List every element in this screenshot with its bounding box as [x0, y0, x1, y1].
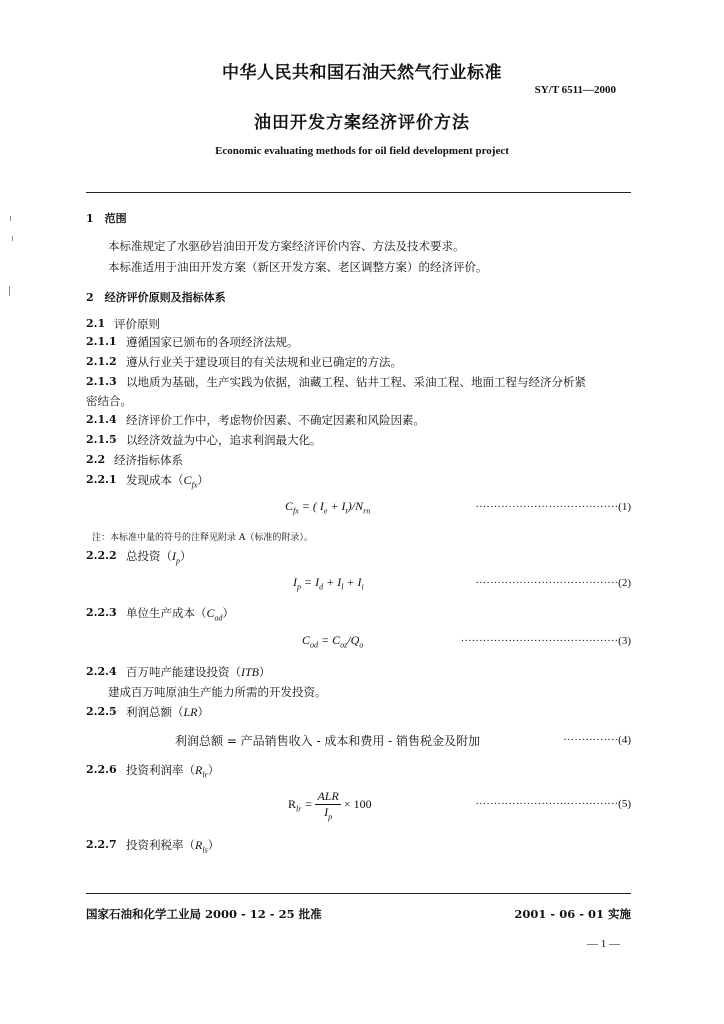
scan-mark	[10, 216, 11, 221]
clause-number: 2.2.3	[86, 606, 117, 619]
scan-mark	[12, 236, 13, 241]
section-1-heading: 1 范围	[86, 212, 127, 225]
clause-number: 2.2.5	[86, 705, 117, 718]
equation-3: $C_{od} = C_{oz}/Q_o$	[302, 633, 364, 650]
implementation-date: 2001 - 06 - 01 实施	[514, 907, 631, 921]
clause-text: 遵从行业关于建设项目的有关法规和业已确定的方法。	[126, 355, 402, 369]
header-divider	[86, 192, 631, 193]
section-2-heading: 2 经济评价原则及指标体系	[86, 291, 226, 304]
document-title-en: Economic evaluating methods for oil field development project	[215, 145, 509, 157]
page-number: — 1 —	[587, 938, 620, 950]
clause-number: 2.1.3	[86, 375, 117, 388]
clause-text: 遵循国家已颁布的各项经济法规。	[126, 335, 299, 349]
approval-line: 国家石油和化学工业局 2000 - 12 - 25 批准	[86, 907, 322, 921]
clause-number: 2.2.6	[86, 763, 117, 776]
equation-number: ···············(4)	[563, 734, 631, 746]
scan-mark	[9, 286, 10, 296]
footnote: 注：本标准中量的符号的注释见附录 A（标准的附录）。	[92, 533, 313, 543]
clause-text: 以经济效益为中心，追求利润最大化。	[126, 433, 322, 447]
document-title-cn: 油田开发方案经济评价方法	[254, 113, 470, 133]
clause-number: 2.1.2	[86, 355, 117, 368]
clause-number: 2.1.1	[86, 335, 117, 348]
clause-text: 单位生产成本$(C_{od})$	[126, 606, 235, 623]
standard-code: SY/T 6511—2000	[534, 84, 616, 96]
equation-4: 利润总额 = 产品销售收入 - 成本和费用 - 销售税金及附加	[175, 734, 481, 748]
equation-number: ·······································(2)	[475, 577, 631, 589]
clause-number: 2.2.4	[86, 665, 117, 678]
section-1-paragraph-1: 本标准规定了水驱砂岩油田开发方案经济评价内容、方法及技术要求。	[108, 239, 465, 253]
clause-text: 经济评价工作中，考虑物价因素、不确定因素和风险因素。	[126, 413, 425, 427]
equation-1: $C_{fx}$ = ( $I_e + I_t)/N_{rn}$	[285, 499, 371, 516]
clause-text-continued: 密结合。	[86, 394, 132, 408]
clause-number: 2.1	[86, 317, 106, 330]
clause-text: 百万吨产能建设投资（ITB）	[126, 665, 271, 679]
clause-text: 投资利润率$(R_{lr})$	[126, 763, 220, 780]
clause-text: 发现成本$(C_{fx})$	[126, 473, 209, 490]
equation-2: $I_p = I_d + I_l + I_i$	[293, 575, 364, 592]
clause-number: 2.2.7	[86, 838, 117, 851]
section-1-paragraph-2: 本标准适用于油田开发方案（新区开发方案、老区调整方案）的经济评价。	[108, 260, 488, 274]
clause-text: 投资利税率$(R_{ls})$	[126, 838, 220, 855]
clause-description: 建成百万吨原油生产能力所需的开发投资。	[108, 685, 327, 699]
standard-organization: 中华人民共和国石油天然气行业标准	[222, 63, 502, 83]
clause-text: 以地质为基础，生产实践为依据，油藏工程、钻井工程、采油工程、地面工程与经济分析紧	[126, 375, 586, 389]
equation-5: $R_{lr}$ = $\frac{\text{ALR}}{I_p}$ × 100	[288, 789, 372, 822]
fraction: $\frac{\text{ALR}}{I_p}$	[317, 789, 339, 822]
clause-number: 2.1.4	[86, 413, 117, 426]
clause-text: 经济指标体系	[114, 453, 183, 467]
equation-number: ···········································(3)	[460, 635, 631, 647]
equation-number: ·······································(5)	[475, 798, 631, 810]
clause-number: 2.2.1	[86, 473, 117, 486]
clause-number: 2.2	[86, 453, 106, 466]
clause-text: 评价原则	[114, 317, 160, 331]
clause-number: 2.2.2	[86, 549, 117, 562]
equation-number: ·······································(1)	[475, 501, 631, 513]
footer-divider	[86, 893, 631, 894]
clause-text: 总投资$(I_p)$	[126, 549, 192, 566]
clause-text: 利润总额（LR）	[126, 705, 210, 719]
clause-number: 2.1.5	[86, 433, 117, 446]
